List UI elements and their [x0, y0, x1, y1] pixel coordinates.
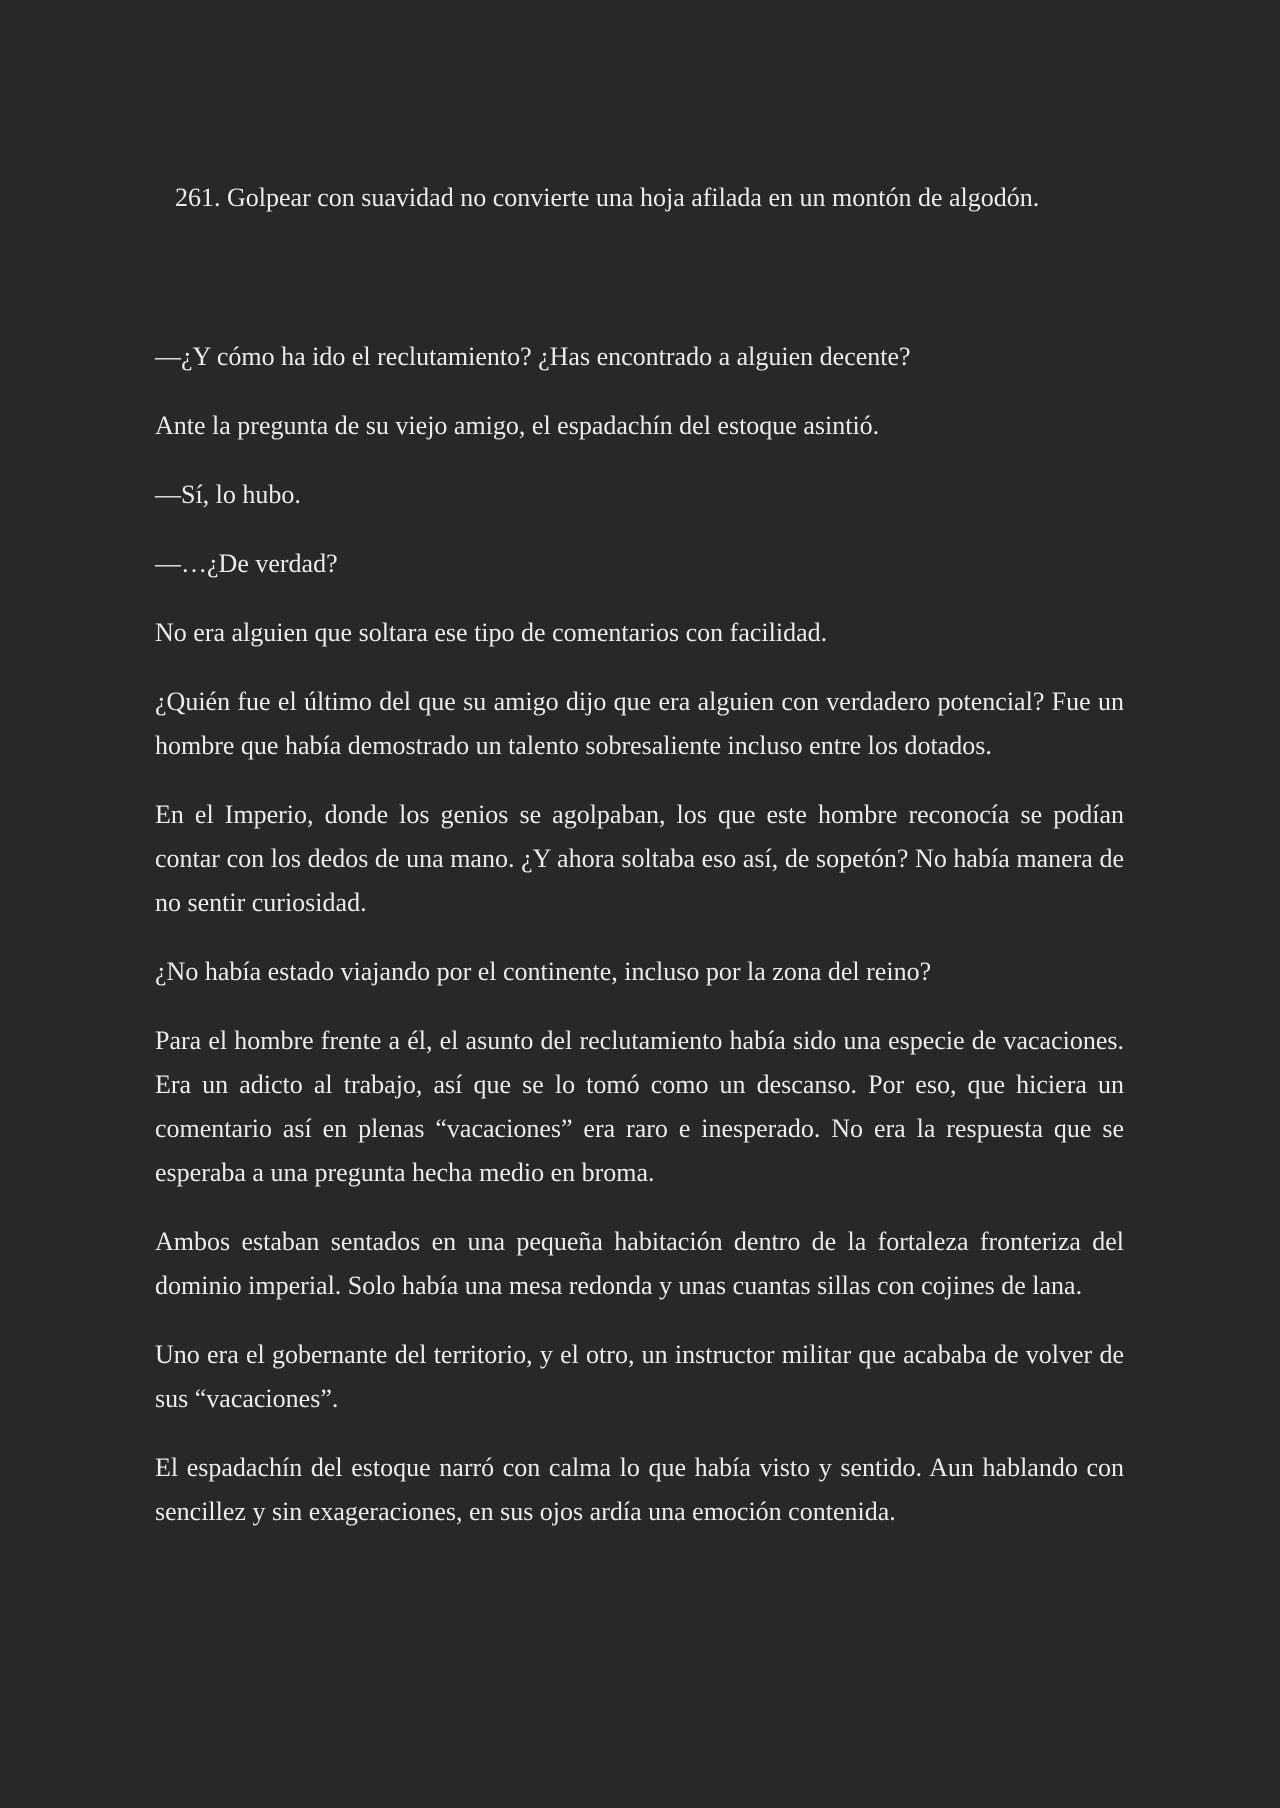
paragraph: —…¿De verdad? [155, 549, 338, 578]
chapter-body [155, 335, 1124, 1559]
paragraph: ¿Quién fue el último del que su amigo dijo que era alguien con verdadero potencial? Fue un hombre que había demostrado un talento sobresaliente incluso entre los dotados. [155, 687, 1124, 760]
paragraph: El espadachín del estoque narró con calma lo que había visto y sentido. Aun hablando con sencillez y sin exageraciones, en sus ojos ardía una emoción contenida. [155, 1453, 1124, 1526]
paragraph: —Sí, lo hubo. [155, 480, 301, 509]
paragraph: Para el hombre frente a él, el asunto del reclutamiento había sido una especie de vacaciones. Era un adicto al trabajo, así que se lo tomó como un descanso. Por eso, que hiciera un comentario así en plenas “vacaciones” era raro e inesperado. No era la respuesta que se esperaba a una pregunta hecha medio en broma. [155, 1026, 1124, 1187]
paragraph: Uno era el gobernante del territorio, y el otro, un instructor militar que acababa de volver de sus “vacaciones”. [155, 1340, 1124, 1413]
paragraph: En el Imperio, donde los genios se agolpaban, los que este hombre reconocía se podían contar con los dedos de una mano. ¿Y ahora soltaba eso así, de sopetón? No había manera de no sentir curiosidad. [155, 800, 1124, 917]
paragraph: Ante la pregunta de su viejo amigo, el espadachín del estoque asintió. [155, 411, 880, 440]
paragraph: —¿Y cómo ha ido el reclutamiento? ¿Has encontrado a alguien decente? [155, 342, 911, 371]
chapter-title: 261. Golpear con suavidad no convierte una hoja afilada en un montón de algodón. [175, 183, 1040, 212]
paragraph: No era alguien que soltara ese tipo de comentarios con facilidad. [155, 618, 828, 647]
paragraph: ¿No había estado viajando por el continente, incluso por la zona del reino? [155, 957, 932, 986]
paragraph: Ambos estaban sentados en una pequeña habitación dentro de la fortaleza fronteriza del dominio imperial. Solo había una mesa redonda y unas cuantas sillas con cojines de lana. [155, 1227, 1124, 1300]
